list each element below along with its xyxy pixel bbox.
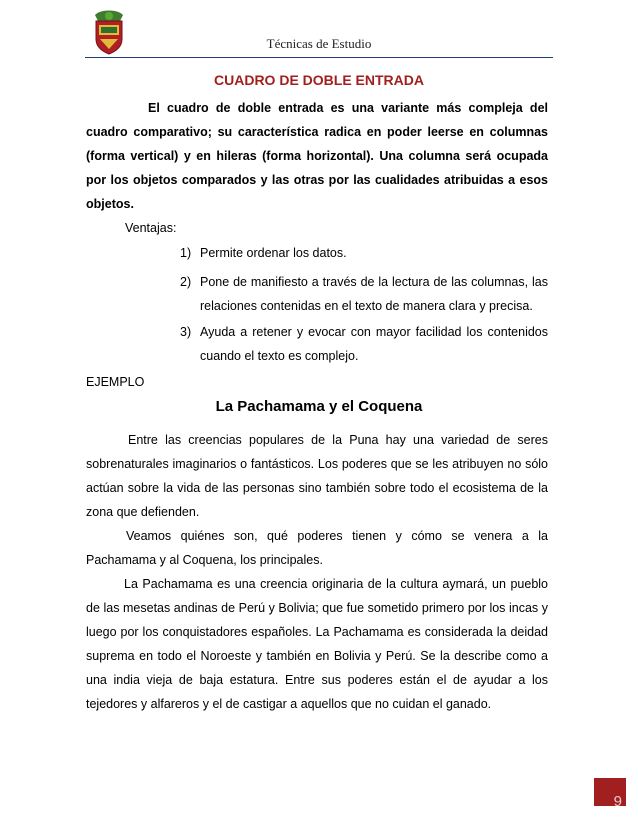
list-item-number: 1) bbox=[180, 246, 192, 260]
intro-paragraph: El cuadro de doble entrada es una variante más compleja del cuadro comparativo; su característica radica en poder leerse en columnas (forma vertical) y en hileras (forma horizontal). Una columna será ocupada por los objetos comparados y las otras por las cualidades atribuidas a esos objetos. bbox=[86, 101, 548, 211]
example-paragraph: La Pachamama es una creencia originaria de la cultura aymará, un pueblo de las mesetas andinas de Perú y Bolivia; que fue sometido primero por los incas y luego por los conquistadores españoles. La Pachamama es considerada la deidad suprema en todo el Noroeste y también en Bolivia y Perú. Se la describe como a una india vieja de baja estatura. Entre sus poderes están el de ayudar a los tejedores y alfareros y el de castigar a aquellos que no cuidan el ganado. bbox=[86, 577, 548, 711]
header-title: Técnicas de Estudio bbox=[266, 36, 372, 51]
list-item-text: Ayuda a retener y evocar con mayor facilidad los contenidos cuando el texto es complejo. bbox=[200, 325, 548, 363]
section-title: CUADRO DE DOBLE ENTRADA bbox=[214, 72, 424, 88]
ventajas-label: Ventajas: bbox=[125, 221, 177, 235]
header-rule bbox=[85, 57, 553, 58]
page-number: 9 bbox=[594, 778, 626, 806]
list-item-number: 2) bbox=[180, 275, 192, 289]
list-item-text: Pone de manifiesto a través de la lectura de las columnas, las relaciones contenidas en el texto de manera clara y precisa. bbox=[200, 275, 548, 313]
example-title: La Pachamama y el Coquena bbox=[215, 398, 423, 415]
list-item-text: Permite ordenar los datos. bbox=[200, 246, 347, 260]
example-paragraph: Entre las creencias populares de la Puna hay una variedad de seres sobrenaturales imaginarios o fantásticos. Los poderes que se les atribuyen no sólo actúan sobre la vida de las personas sino también sobre todo el ecosistema de la zona que defienden. bbox=[86, 433, 548, 519]
example-paragraph: Veamos quiénes son, qué poderes tienen y cómo se venera a la Pachamama y al Coquena, los principales. bbox=[86, 529, 548, 567]
ejemplo-label: EJEMPLO bbox=[86, 375, 145, 389]
list-item-number: 3) bbox=[180, 325, 192, 339]
